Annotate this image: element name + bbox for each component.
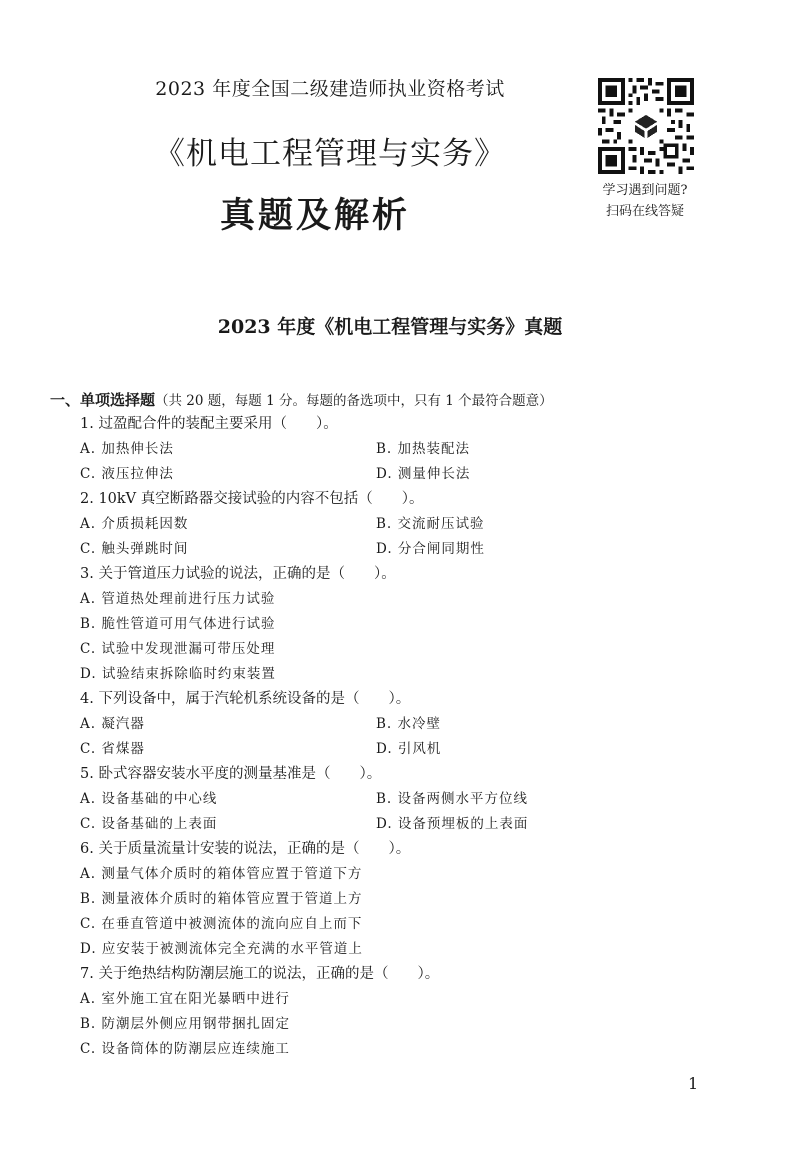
option-c: C. 省煤器 bbox=[80, 741, 145, 757]
section-heading bbox=[50, 388, 750, 412]
option-c: C. 设备筒体的防潮层应连续施工 bbox=[80, 1041, 290, 1057]
question-stem: 4. 下列设备中，属于汽轮机系统设备的是（ ）。 bbox=[80, 691, 411, 707]
question-stem: 7. 关于绝热结构防潮层施工的说法，正确的是（ ）。 bbox=[80, 966, 440, 982]
option-d: D. 分合闸同期性 bbox=[376, 541, 485, 557]
option-a: A. 设备基础的中心线 bbox=[80, 791, 218, 807]
option-a: A. 室外施工宜在阳光暴晒中进行 bbox=[80, 991, 290, 1007]
qr-code-icon[interactable] bbox=[598, 78, 694, 174]
question-stem: 6. 关于质量流量计安装的说法，正确的是（ ）。 bbox=[80, 841, 411, 857]
option-a: A. 测量气体介质时的箱体管应置于管道下方 bbox=[80, 866, 363, 882]
option-b: B. 防潮层外侧应用钢带捆扎固定 bbox=[80, 1016, 291, 1032]
option-row bbox=[50, 812, 750, 837]
option-b: B. 水冷壁 bbox=[376, 716, 442, 732]
option-c: C. 在垂直管道中被测流体的流向应自上而下 bbox=[80, 916, 363, 932]
option-row bbox=[50, 787, 750, 812]
question-list bbox=[50, 388, 750, 1062]
option-c: C. 设备基础的上表面 bbox=[80, 816, 218, 832]
question-stem: 1. 过盈配合件的装配主要采用（ ）。 bbox=[80, 416, 338, 432]
option-d: D. 引风机 bbox=[376, 741, 442, 757]
subject-title: 《机电工程管理与实务》 bbox=[154, 136, 506, 172]
option-c: C. 触头弹跳时间 bbox=[80, 541, 189, 557]
option-a: A. 介质损耗因数 bbox=[80, 516, 189, 532]
option-a: A. 管道热处理前进行压力试验 bbox=[80, 591, 276, 607]
option-row bbox=[50, 737, 750, 762]
qr-caption-line2: 扫码在线答疑 bbox=[605, 204, 684, 219]
option-a: A. 加热伸长法 bbox=[80, 441, 174, 457]
option-d: D. 应安装于被测流体完全充满的水平管道上 bbox=[80, 941, 363, 957]
option-row bbox=[50, 537, 750, 562]
question-stem: 5. 卧式容器安装水平度的测量基准是（ ）。 bbox=[80, 766, 382, 782]
option-b: B. 测量液体介质时的箱体管应置于管道上方 bbox=[80, 891, 363, 907]
question-stem: 3. 关于管道压力试验的说法，正确的是（ ）。 bbox=[80, 566, 396, 582]
question-stem: 2. 10kV 真空断路器交接试验的内容不包括（ ）。 bbox=[80, 491, 424, 507]
qr-caption-line1: 学习遇到问题? bbox=[602, 183, 688, 198]
section-heading-note: （共 20 题，每题 1 分。每题的备选项中，只有 1 个最符合题意） bbox=[155, 393, 553, 409]
page-number: 1 bbox=[688, 1074, 699, 1093]
option-b: B. 交流耐压试验 bbox=[376, 516, 485, 532]
qr-caption bbox=[578, 180, 712, 222]
option-row bbox=[50, 512, 750, 537]
option-d: D. 设备预埋板的上表面 bbox=[376, 816, 529, 832]
exam-title: 2023 年度全国二级建造师执业资格考试 bbox=[155, 78, 505, 100]
option-c: C. 液压拉伸法 bbox=[80, 466, 174, 482]
option-d: D. 试验结束拆除临时约束装置 bbox=[80, 666, 276, 682]
document-title: 真题及解析 bbox=[219, 196, 410, 236]
option-a: A. 凝汽器 bbox=[80, 716, 145, 732]
option-b: B. 脆性管道可用气体进行试验 bbox=[80, 616, 276, 632]
section-title: 2023 年度《机电工程管理与实务》真题 bbox=[217, 316, 563, 338]
option-b: B. 设备两侧水平方位线 bbox=[376, 791, 529, 807]
option-row bbox=[50, 712, 750, 737]
option-c: C. 试验中发现泄漏可带压处理 bbox=[80, 641, 276, 657]
option-d: D. 测量伸长法 bbox=[376, 466, 471, 482]
option-row bbox=[50, 437, 750, 462]
option-row bbox=[50, 462, 750, 487]
option-b: B. 加热装配法 bbox=[376, 441, 471, 457]
section-heading-label: 一、单项选择题 bbox=[50, 391, 156, 409]
